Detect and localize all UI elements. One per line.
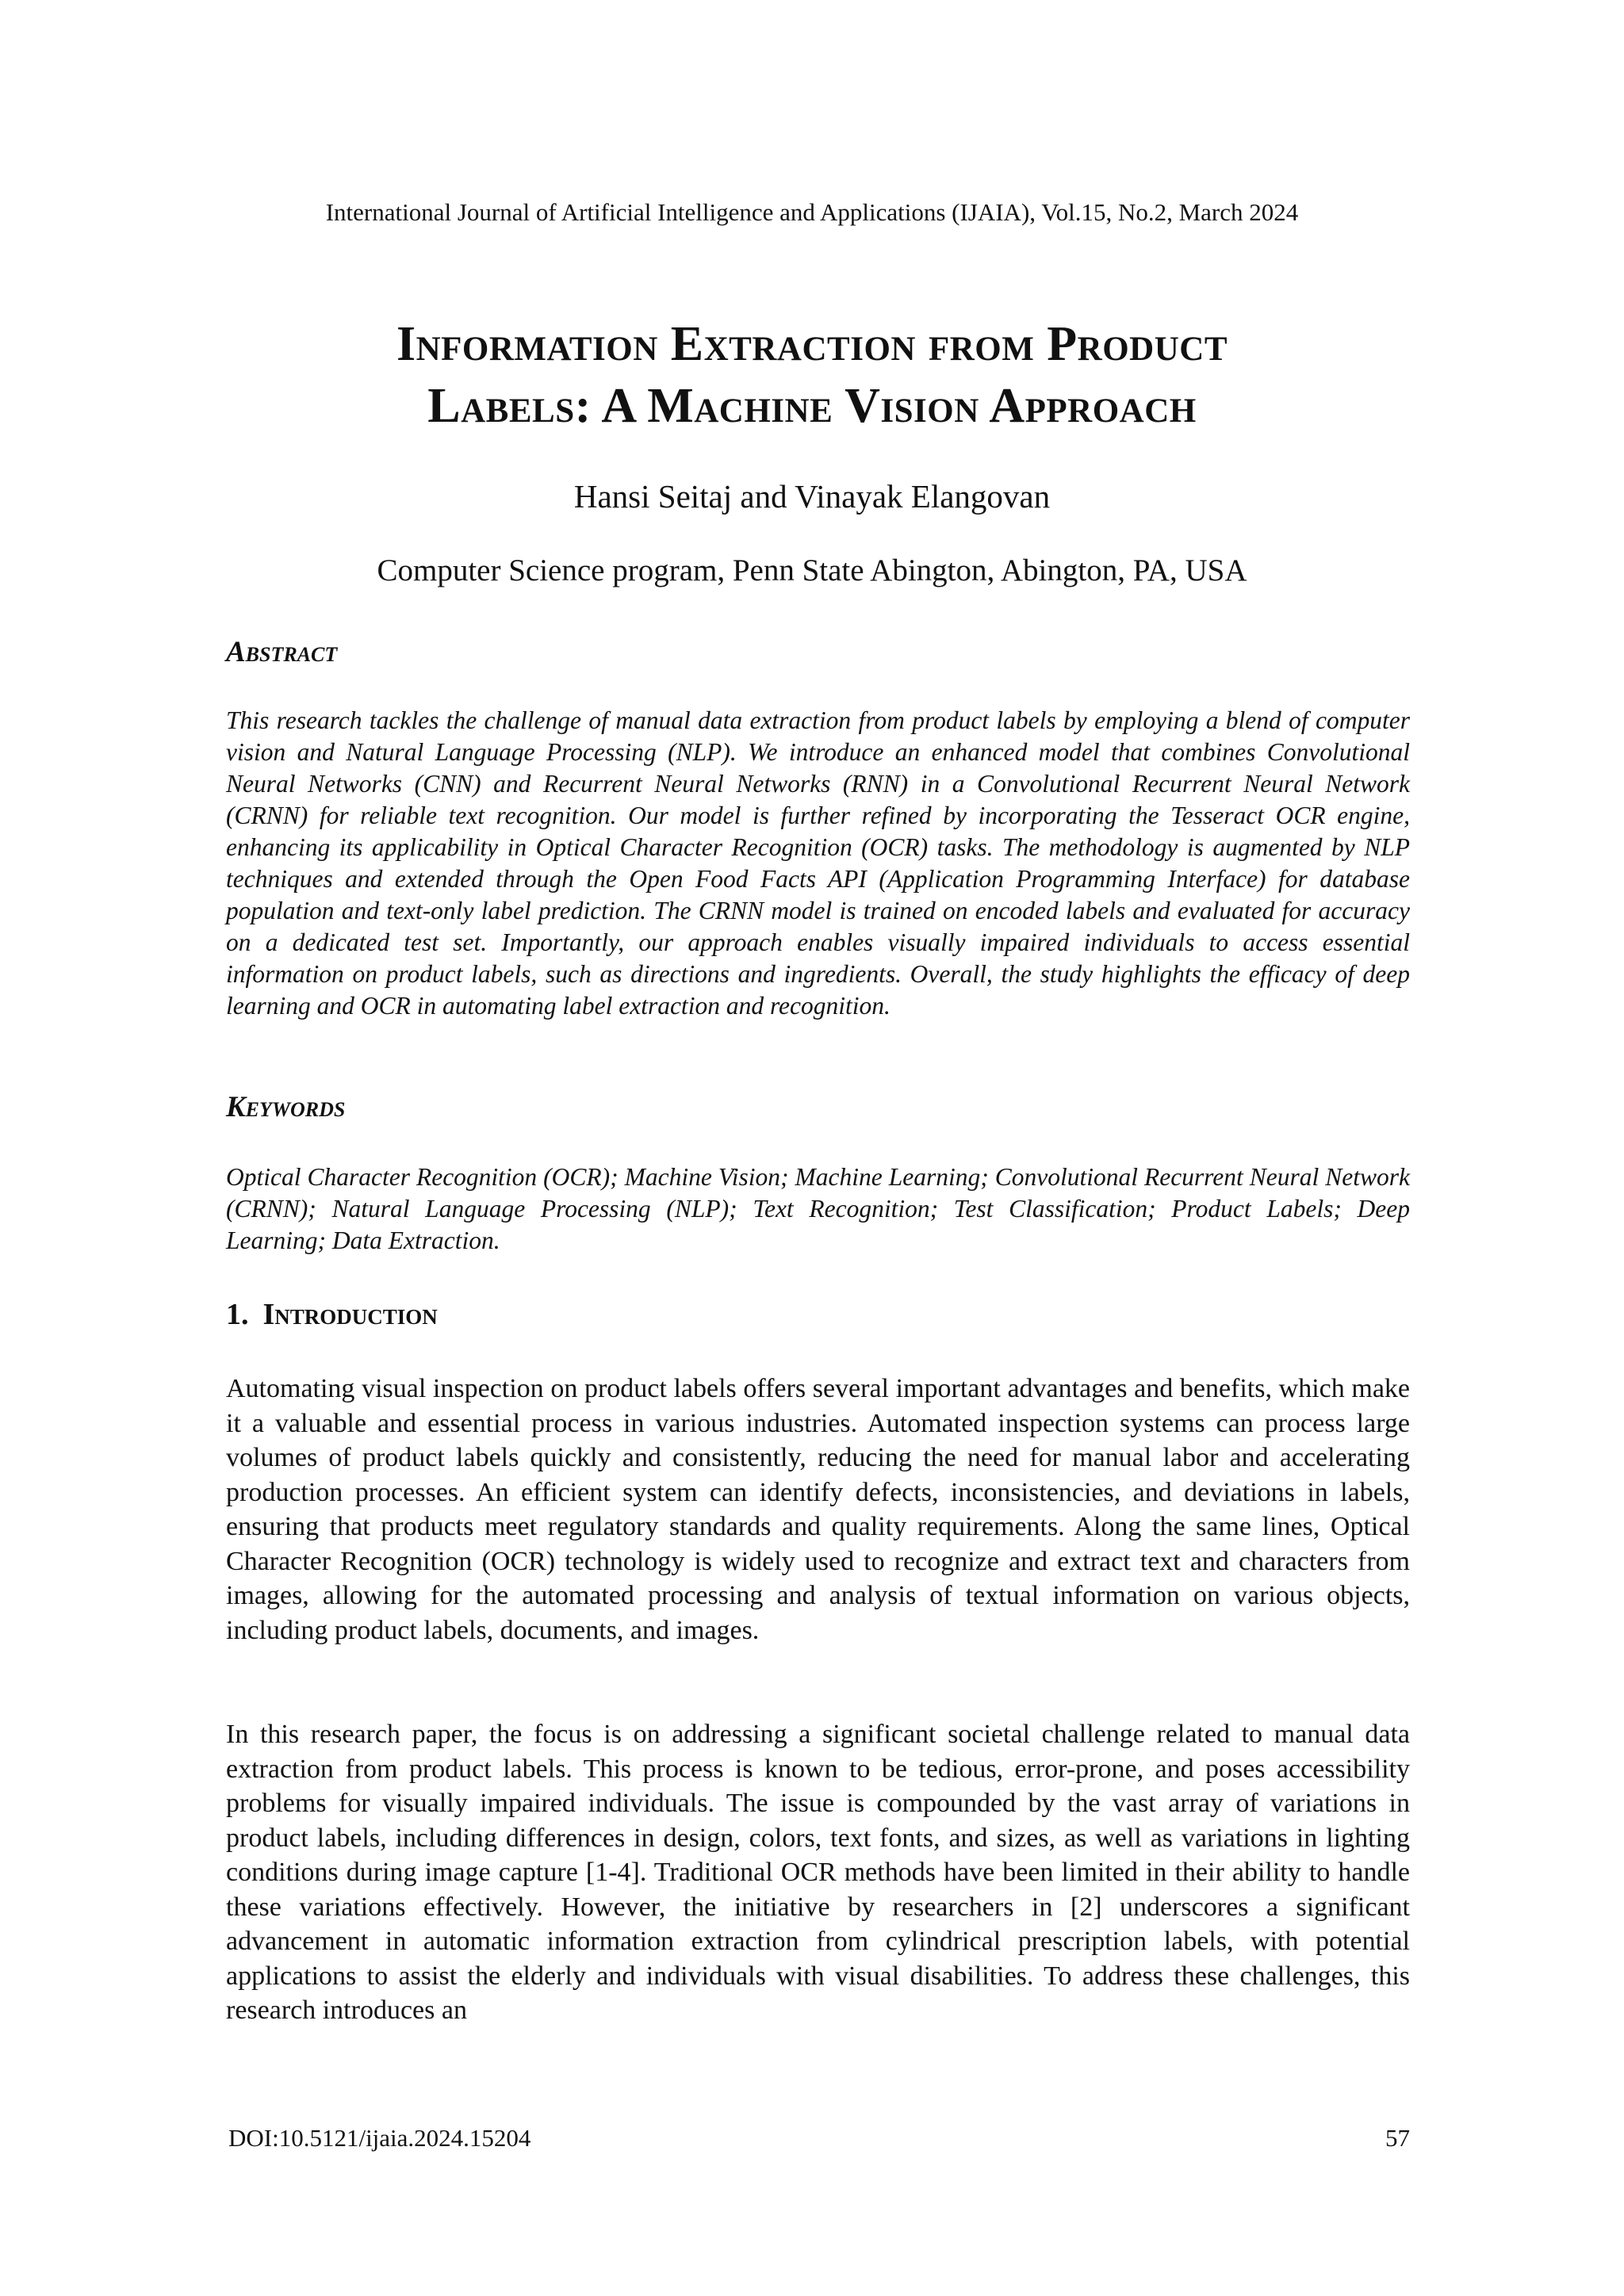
paper-authors: Hansi Seitaj and Vinayak Elangovan <box>573 478 1051 515</box>
introduction-heading <box>226 1295 438 1334</box>
abstract-heading: Abstract <box>226 636 338 668</box>
introduction-paragraph-2: In this research paper, the focus is on addressing a significant societal challenge related to manual data extraction from product labels. This process is known to be tedious, error-prone, and poses accessibility problems for visually impaired individuals. The issue is compounded by the vast array of variations in product labels, including differences in design, colors, text fonts, and sizes, as well as variations in lighting conditions during image capture [1-4]. Traditional OCR methods have been limited in their ability to handle these variations effectively. However, the initiative by researchers in [2] underscores a significant advancement in automatic information extraction from cylindrical prescription labels, with potential applications to assist the elderly and individuals with visual disabilities. To address these challenges, this research introduces an <box>226 1720 1410 2025</box>
keywords-heading: Keywords <box>226 1091 346 1123</box>
keywords-text: Optical Character Recognition (OCR); Machine Vision; Machine Learning; Convolutional Recurrent Neural Network (CRNN); Natural Language Processing (NLP); Text Recognition; Test Classification; Product Labels; Deep Learning; Data Extraction. <box>226 1163 1410 1254</box>
page-number: 57 <box>1385 2124 1410 2152</box>
paper-title <box>143 313 1481 437</box>
footer-doi: DOI:10.5121/ijaia.2024.15204 <box>228 2124 531 2152</box>
paper-affiliation: Computer Science program, Penn State Abington, Abington, PA, USA <box>377 553 1247 587</box>
paper-title-line-1: Information Extraction from Product <box>396 317 1228 371</box>
paper-title-line-2: Labels: A Machine Vision Approach <box>427 379 1197 433</box>
journal-header: International Journal of Artificial Intelligence and Applications (IJAIA), Vol.15, No.2, March 2024 <box>325 198 1299 226</box>
abstract-text: This research tackles the challenge of manual data extraction from product labels by employing a blend of computer vision and Natural Language Processing (NLP). We introduce an enhanced model that combines Convolutional Neural Networks (CNN) and Recurrent Neural Networks (RNN) in a Convolutional Recurrent Neural Network (CRNN) for reliable text recognition. Our model is further refined by incorporating the Tesseract OCR engine, enhancing its applicability in Optical Character Recognition (OCR) tasks. The methodology is augmented by NLP techniques and extended through the Open Food Facts API (Application Programming Interface) for database population and text-only label prediction. The CRNN model is trained on encoded labels and evaluated for accuracy on a dedicated test set. Importantly, our approach enables visually impaired individuals to access essential information on product labels, such as directions and ingredients. Overall, the study highlights the efficacy of deep learning and OCR in automating label extraction and recognition. <box>226 706 1410 1020</box>
section-title: Introduction <box>262 1298 438 1331</box>
section-number: 1. <box>226 1298 249 1331</box>
introduction-paragraph-1: Automating visual inspection on product labels offers several important advantages and benefits, which make it a valuable and essential process in various industries. Automated inspection systems can process large volumes of product labels quickly and consistently, reducing the need for manual labor and accelerating production processes. An efficient system can identify defects, inconsistencies, and deviations in labels, ensuring that products meet regulatory standards and quality requirements. Along the same lines, Optical Character Recognition (OCR) technology is widely used to recognize and extract text and characters from images, allowing for the automated processing and analysis of textual information on various objects, including product labels, documents, and images. <box>226 1374 1410 1645</box>
